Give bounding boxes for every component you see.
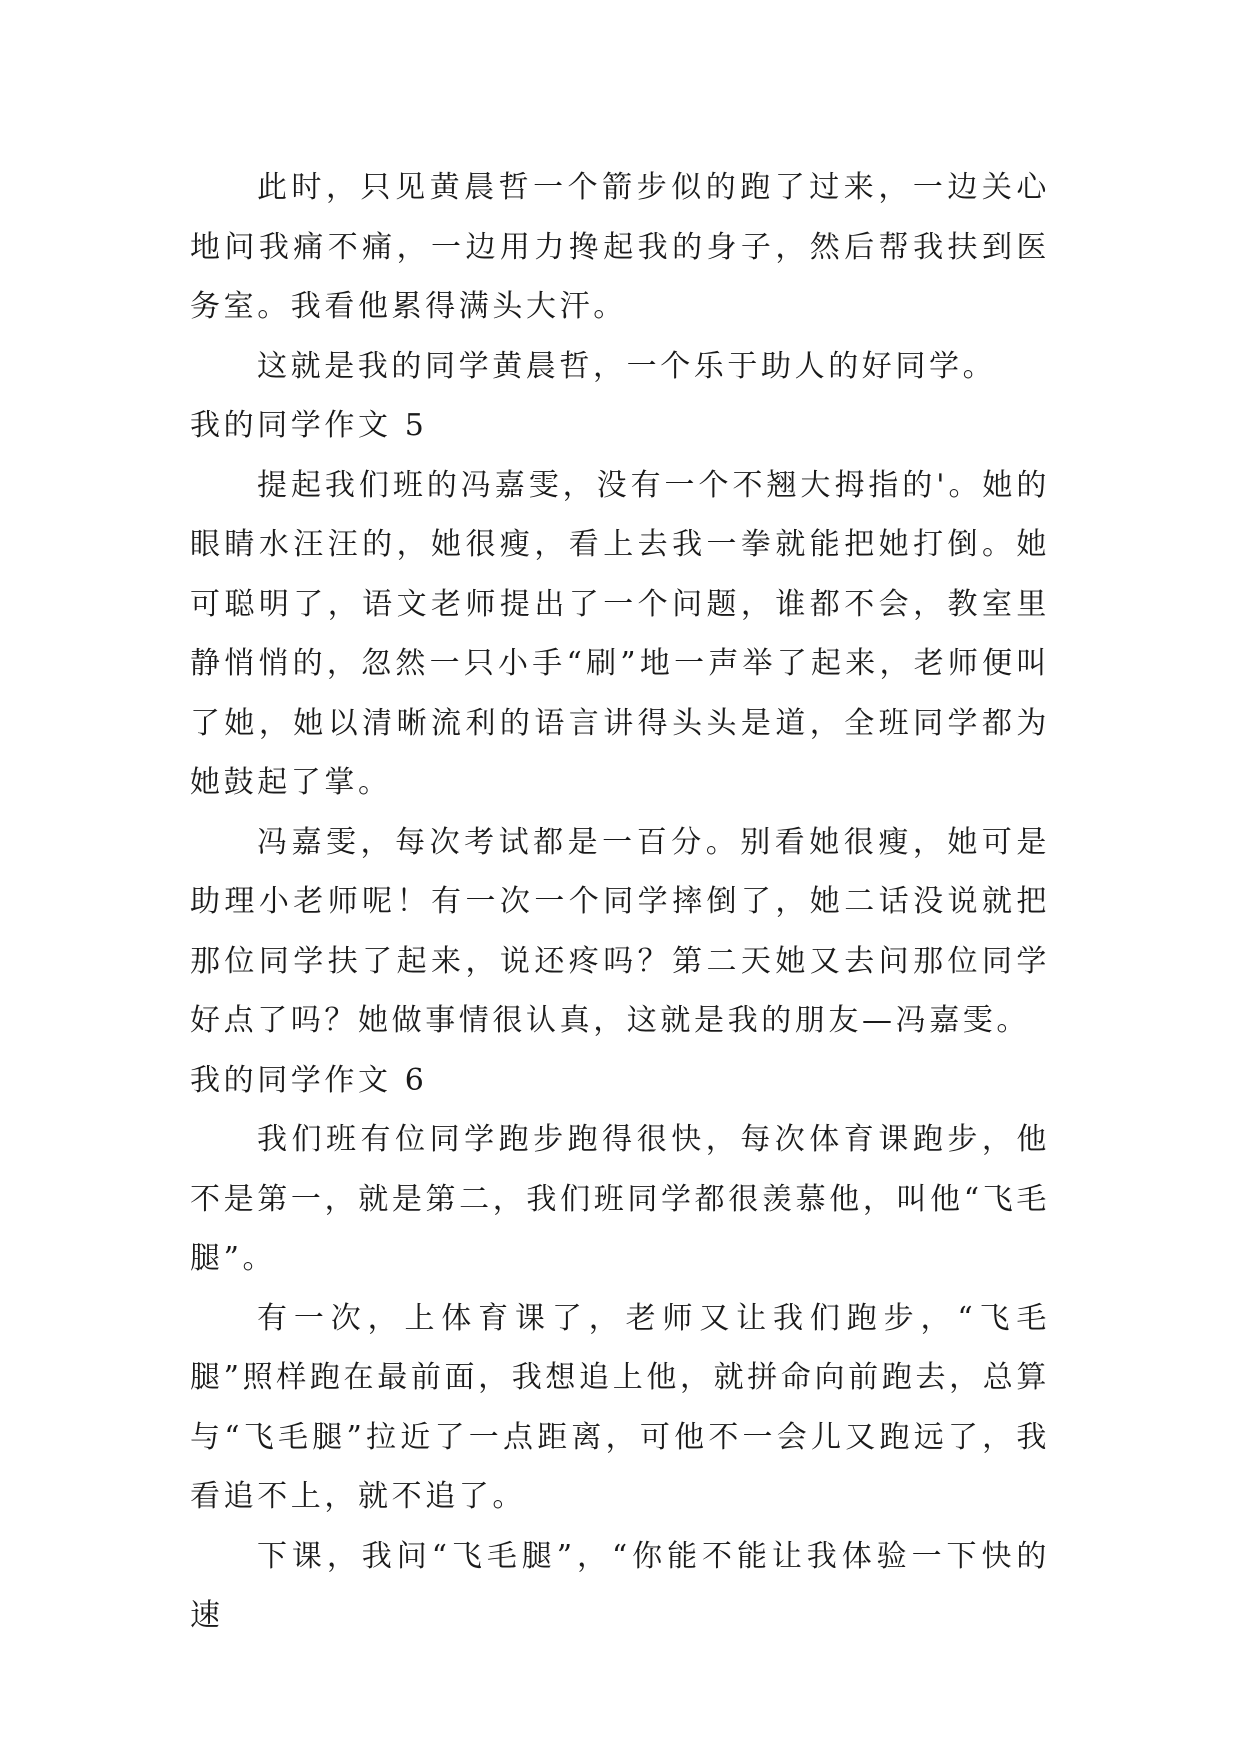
section-heading: 我的同学作文 5 (190, 408, 428, 443)
paragraph: 冯嘉雯，每次考试都是一百分。别看她很瘦，她可是助理小老师呢！有一次一个同学摔倒了，她二话没说就把那位同学扶了起来，说还疼吗？第二天她又去问那位同学好点了吗？她做事情很认真，这就是我的朋友—冯嘉雯。 (190, 824, 1050, 1038)
paragraph: 有一次，上体育课了，老师又让我们跑步，“飞毛腿”照样跑在最前面，我想追上他，就拼命向前跑去，总算与“飞毛腿”拉近了一点距离，可他不一会儿又跑远了，我看追不上，就不追了。 (190, 1300, 1050, 1514)
paragraph: 下课，我问“飞毛腿”，“你能不能让我体验一下快的速 (190, 1538, 1050, 1633)
paragraph: 此时，只见黄晨哲一个箭步似的跑了过来，一边关心地问我痛不痛，一边用力搀起我的身子，然后帮我扶到医务室。我看他累得满头大汗。 (190, 170, 1050, 324)
paragraph: 提起我们班的冯嘉雯，没有一个不翘大拇指的'。她的眼睛水汪汪的，她很瘦，看上去我一拳就能把她打倒。她可聪明了，语文老师提出了一个问题，谁都不会，教室里静悄悄的，忽然一只小手“刷”地一声举了起来，老师便叫了她，她以清晰流利的语言讲得头头是道，全班同学都为她鼓起了掌。 (190, 467, 1050, 800)
document-body (190, 158, 1050, 1646)
paragraph: 这就是我的同学黄晨哲，一个乐于助人的好同学。 (257, 348, 997, 384)
paragraph: 我们班有位同学跑步跑得很快，每次体育课跑步，他不是第一，就是第二，我们班同学都很羡慕他，叫他“飞毛腿”。 (190, 1122, 1050, 1276)
section-heading: 我的同学作文 6 (190, 1062, 428, 1098)
